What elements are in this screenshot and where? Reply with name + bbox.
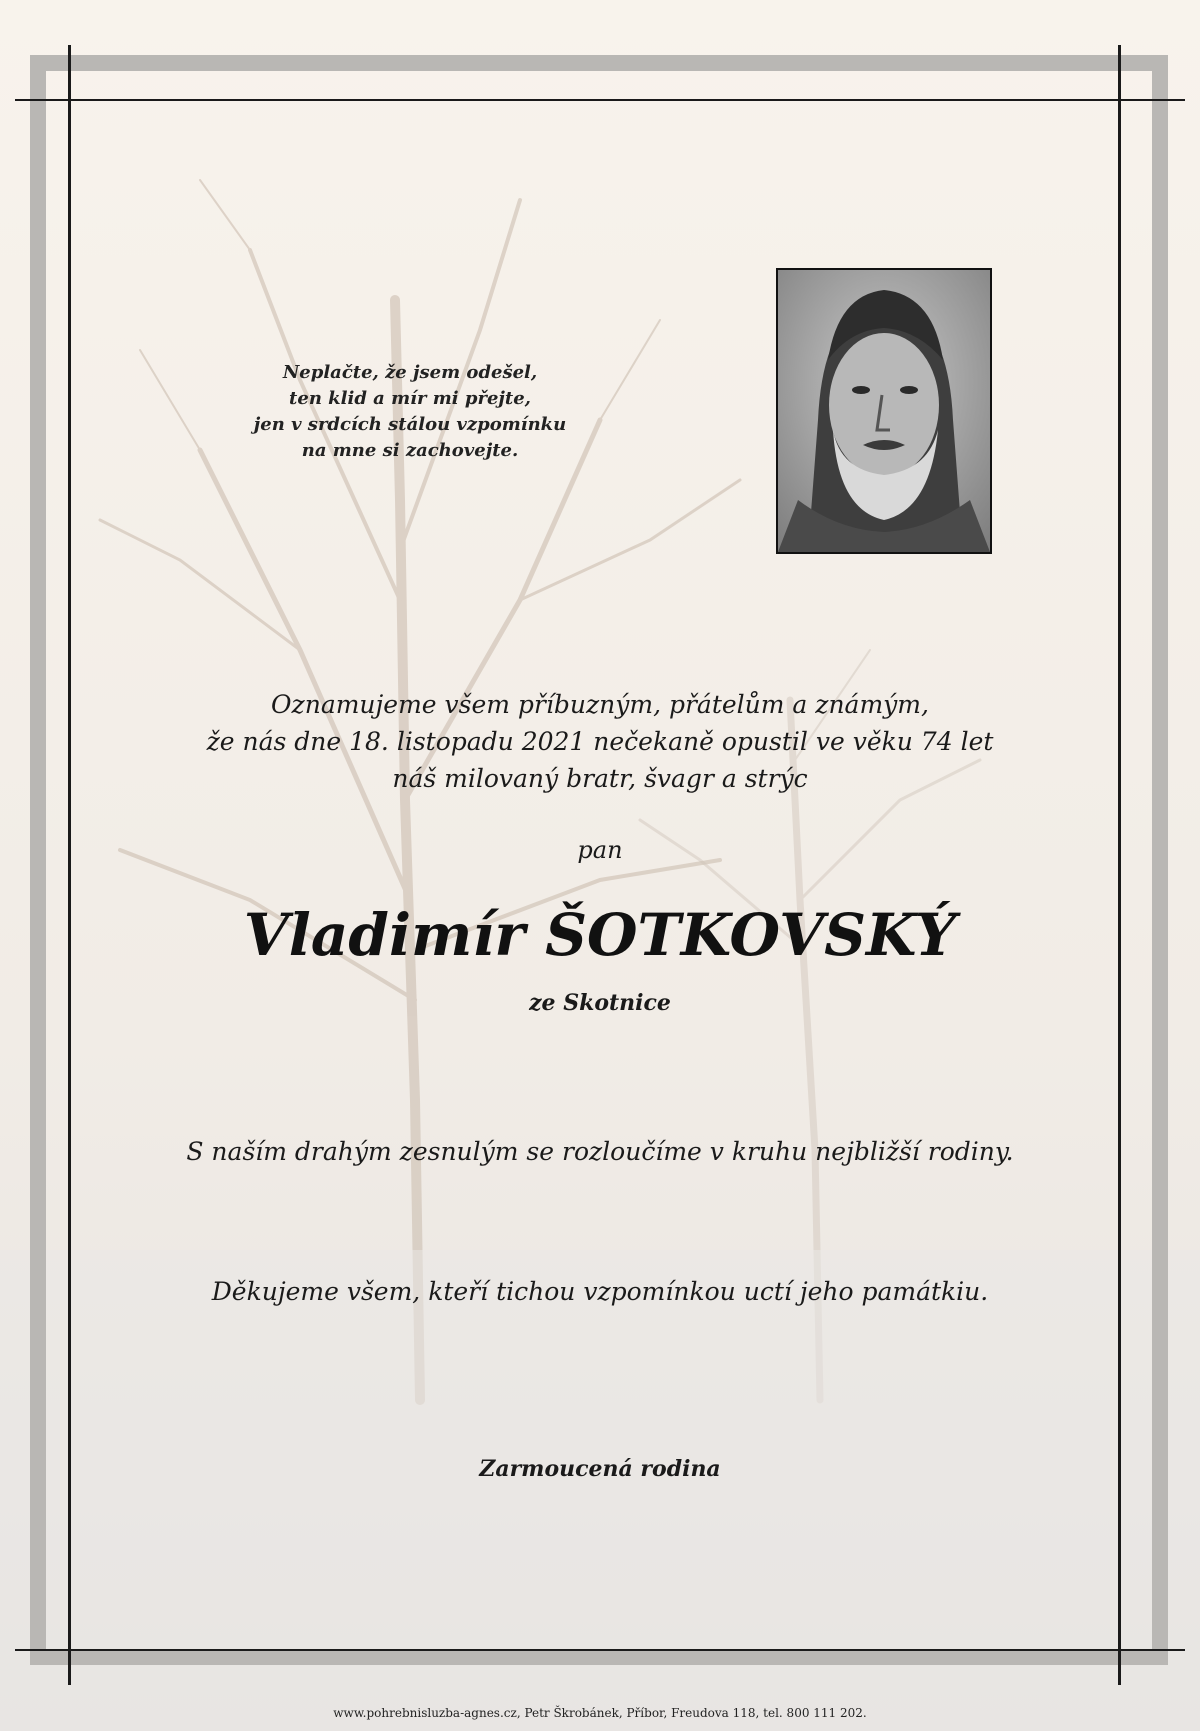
poem-line: jen v srdcích stálou vzpomínku (253, 414, 567, 435)
left-rule (68, 45, 71, 1685)
deceased-origin: ze Skotnice (529, 990, 671, 1016)
announcement-line: náš milovaný bratr, švagr a strýc (392, 764, 808, 793)
portrait-photo (776, 268, 992, 554)
announcement-line: Oznamujeme všem příbuzným, přátelům a známým, (271, 690, 929, 719)
top-rule (15, 99, 1185, 101)
memorial-poem (230, 360, 590, 464)
poem-line: na mne si zachovejte. (301, 440, 519, 461)
family-signoff: Zarmoucená rodina (479, 1456, 721, 1482)
announcement-line: že nás dne 18. listopadu 2021 nečekaně opustil ve věku 74 let (206, 727, 994, 756)
honorific: pan (577, 836, 623, 864)
bottom-rule (15, 1649, 1185, 1651)
right-rule (1118, 45, 1121, 1685)
poem-line: ten klid a mír mi přejte, (289, 388, 531, 409)
announcement-text (150, 686, 1050, 797)
deceased-name: Vladimír ŠOTKOVSKÝ (243, 901, 957, 969)
portrait-image (778, 270, 990, 552)
funeral-service-footer: www.pohrebnisluzba-agnes.cz, Petr Škrobánek, Příbor, Freudova 118, tel. 800 111 202. (333, 1706, 867, 1720)
farewell-notice: S naším drahým zesnulým se rozloučíme v kruhu nejbližší rodiny. (186, 1137, 1014, 1166)
thanks-notice: Děkujeme všem, kteří tichou vzpomínkou uctí jeho památkiu. (211, 1277, 989, 1306)
poem-line: Neplačte, že jsem odešel, (282, 362, 538, 383)
